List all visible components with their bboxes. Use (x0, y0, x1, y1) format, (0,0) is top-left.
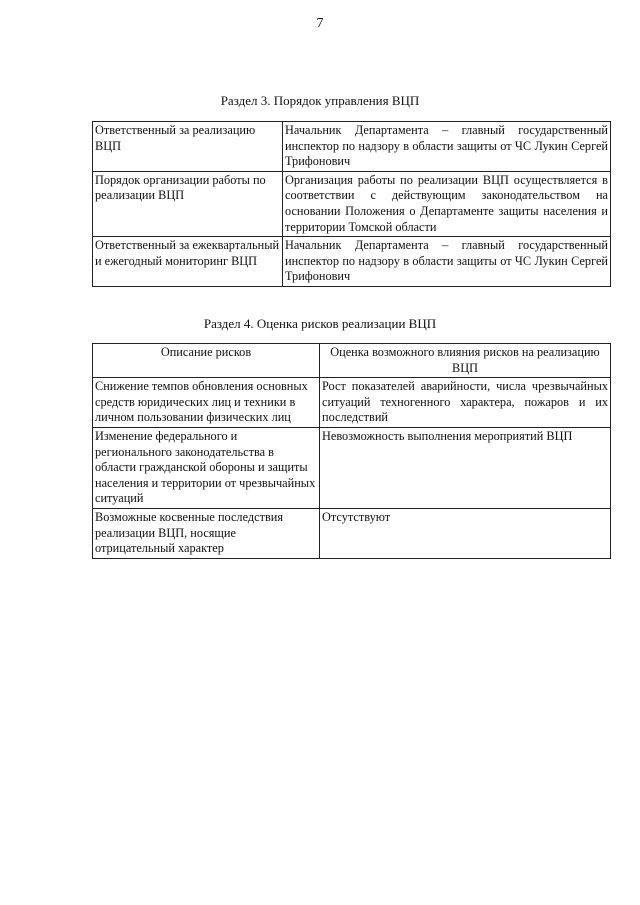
risk-description: Возможные косвенные последствия реализации ВЦП, носящие отрицательный характер (93, 508, 320, 558)
row-label: Ответственный за реализацию ВЦП (93, 122, 283, 172)
page-number: 7 (316, 16, 324, 31)
table-row (93, 122, 611, 172)
risk-impact: Невозможность выполнения мероприятий ВЦП (320, 427, 611, 508)
table-row (93, 378, 611, 428)
risk-description: Изменение федерального и регионального законодательства в области гражданской обороны и защиты населения и территории от чрезвычайных ситуаций (93, 427, 320, 508)
table-header-row (93, 344, 611, 378)
column-header-risks: Описание рисков (93, 344, 320, 378)
row-value: Организация работы по реализации ВЦП осуществляется в соответствии с действующим законодательством на основании Положения о Департаменте защиты населения и территории Томской области (283, 171, 611, 236)
column-header-impact: Оценка возможного влияния рисков на реализацию ВЦП (320, 344, 611, 378)
management-table (92, 121, 611, 287)
table-row (93, 171, 611, 236)
table-row (93, 508, 611, 558)
section-4-title: Раздел 4. Оценка рисков реализации ВЦП (203, 316, 437, 331)
section-3-title: Раздел 3. Порядок управления ВЦП (220, 93, 420, 108)
row-value: Начальник Департамента – главный государственный инспектор по надзору в области защиты от ЧС Лукин Сергей Трифонович (283, 237, 611, 287)
row-label: Порядок организации работы по реализации ВЦП (93, 171, 283, 236)
risk-table (92, 343, 611, 559)
risk-impact: Рост показателей аварийности, числа чрезвычайных ситуаций техногенного характера, пожаров и их последствий (320, 378, 611, 428)
row-label: Ответственный за ежеквартальный и ежегодный мониторинг ВЦП (93, 237, 283, 287)
risk-description: Снижение темпов обновления основных средств юридических лиц и техники в личном пользовании физических лиц (93, 378, 320, 428)
risk-impact: Отсутствуют (320, 508, 611, 558)
table-row (93, 237, 611, 287)
row-value: Начальник Департамента – главный государственный инспектор по надзору в области защиты от ЧС Лукин Сергей Трифонович (283, 122, 611, 172)
table-row (93, 427, 611, 508)
